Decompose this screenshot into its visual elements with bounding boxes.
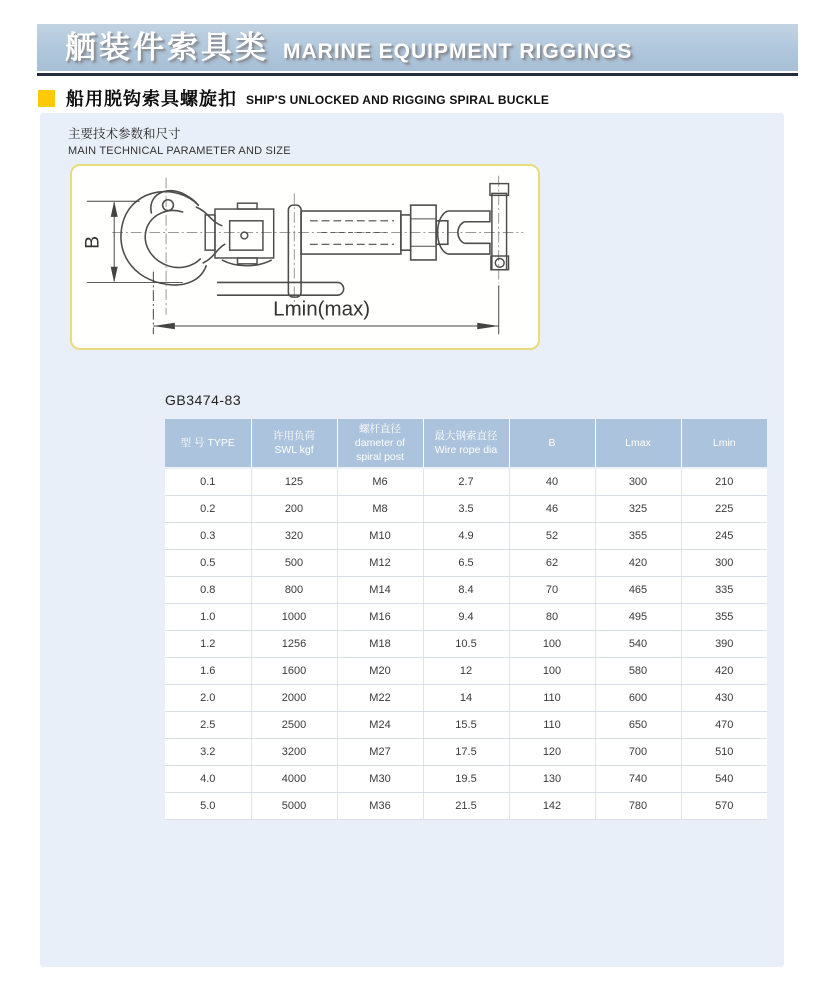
table-cell: 6.5 [423,549,509,576]
table-cell: 470 [681,711,767,738]
table-cell: 21.5 [423,792,509,819]
table-cell: M36 [337,792,423,819]
table-cell: 0.5 [165,549,251,576]
dimension-b [82,201,183,282]
dimension-lmin [153,272,498,335]
table-cell: M12 [337,549,423,576]
column-header-type: 型 号 TYPE [165,419,251,468]
table-cell: 142 [509,792,595,819]
latch-bar [217,282,344,295]
table-cell: 2500 [251,711,337,738]
table-cell: M24 [337,711,423,738]
banner-title-zh: 舾装件索具类 [65,30,269,65]
table-cell: 1.0 [165,603,251,630]
table-cell: 80 [509,603,595,630]
column-header-spiral-post: 螺杆直径 dameter of spiral post [337,419,423,468]
hook-outline [121,191,225,285]
table-row [165,576,767,603]
technical-drawing [72,166,538,348]
table-cell: 335 [681,576,767,603]
table-cell: M18 [337,630,423,657]
table-cell: M8 [337,495,423,522]
drawing-box [70,164,540,350]
table-header-row [165,419,767,468]
table-cell: 430 [681,684,767,711]
table-row [165,657,767,684]
table-cell: 19.5 [423,765,509,792]
table-cell: M22 [337,684,423,711]
table-cell: 740 [595,765,681,792]
table-cell: 130 [509,765,595,792]
table-cell: M14 [337,576,423,603]
table-cell: 500 [251,549,337,576]
table-cell: 1.6 [165,657,251,684]
table-body [165,468,767,819]
banner-title-en: MARINE EQUIPMENT RIGGINGS [283,40,633,63]
table-cell: 10.5 [423,630,509,657]
table-cell: 3200 [251,738,337,765]
table-cell: 2.5 [165,711,251,738]
table-cell: M6 [337,468,423,495]
table-row [165,495,767,522]
column-header-lmin: Lmin [681,419,767,468]
table-cell: 0.1 [165,468,251,495]
table-cell: 420 [595,549,681,576]
table-cell: 580 [595,657,681,684]
table-cell: 570 [681,792,767,819]
table-cell: 46 [509,495,595,522]
table-cell: 15.5 [423,711,509,738]
table-cell: M30 [337,765,423,792]
table-row [165,738,767,765]
table-cell: 52 [509,522,595,549]
table-cell: 390 [681,630,767,657]
table-cell: 4000 [251,765,337,792]
table-cell: 210 [681,468,767,495]
table-cell: 540 [595,630,681,657]
subtitle-zh: 船用脱钩索具螺旋扣 [66,89,237,109]
release-mechanism [205,203,273,266]
subtitle-en: SHIP'S UNLOCKED AND RIGGING SPIRAL BUCKLE [246,92,550,107]
clevis-jaw [436,211,490,254]
table-cell: 540 [681,765,767,792]
table-row [165,522,767,549]
table-cell: 2000 [251,684,337,711]
table-cell: 4.0 [165,765,251,792]
table-cell: 1000 [251,603,337,630]
table-row [165,792,767,819]
banner-divider [37,73,798,76]
table-cell: 355 [681,603,767,630]
table-cell: M27 [337,738,423,765]
table-cell: 0.2 [165,495,251,522]
table-cell: 62 [509,549,595,576]
table-cell: 110 [509,684,595,711]
table-cell: 5.0 [165,792,251,819]
table-cell: 800 [251,576,337,603]
table-cell: 420 [681,657,767,684]
table-row [165,684,767,711]
yellow-bullet-icon [38,90,55,107]
table-cell: 325 [595,495,681,522]
table-cell: 14 [423,684,509,711]
table-cell: 17.5 [423,738,509,765]
table-cell: 3.2 [165,738,251,765]
pin-plate [490,184,509,270]
table-cell: 355 [595,522,681,549]
table-cell: 70 [509,576,595,603]
table-cell: 2.7 [423,468,509,495]
centerlines [112,176,523,315]
table-row [165,630,767,657]
page-banner [37,24,798,71]
standard-label: GB3474-83 [165,392,242,408]
table-cell: 0.8 [165,576,251,603]
table-cell: 510 [681,738,767,765]
table-cell: 12 [423,657,509,684]
dimension-lmin-label: Lmin(max) [273,297,371,321]
table-cell: 495 [595,603,681,630]
table-cell: 700 [595,738,681,765]
table-cell: 780 [595,792,681,819]
column-header-lmax: Lmax [595,419,681,468]
table-row [165,468,767,495]
table-cell: 40 [509,468,595,495]
table-cell: 300 [681,549,767,576]
column-header-b: B [509,419,595,468]
table-cell: 100 [509,657,595,684]
product-subtitle [38,85,778,111]
table-cell: 4.9 [423,522,509,549]
table-cell: 9.4 [423,603,509,630]
table-cell: 200 [251,495,337,522]
table-row [165,711,767,738]
table-cell: 1256 [251,630,337,657]
table-cell: 465 [595,576,681,603]
table-cell: 0.3 [165,522,251,549]
table-cell: 600 [595,684,681,711]
section-title-en: MAIN TECHNICAL PARAMETER AND SIZE [68,145,291,157]
table-cell: M20 [337,657,423,684]
table-cell: M10 [337,522,423,549]
table-row [165,603,767,630]
table-cell: 125 [251,468,337,495]
table-cell: 320 [251,522,337,549]
parameters-table [165,419,767,820]
table-cell: 2.0 [165,684,251,711]
table-cell: M16 [337,603,423,630]
column-header-wire-rope: 最大钢索直径 Wire rope dia [423,419,509,468]
table-cell: 120 [509,738,595,765]
table-cell: 100 [509,630,595,657]
table-cell: 245 [681,522,767,549]
table-cell: 1.2 [165,630,251,657]
table-cell: 650 [595,711,681,738]
dimension-b-label: B [81,235,104,249]
table-cell: 110 [509,711,595,738]
table-cell: 300 [595,468,681,495]
table-cell: 3.5 [423,495,509,522]
section-title-zh: 主要技术参数和尺寸 [68,127,181,141]
section-title [68,124,291,157]
table-cell: 225 [681,495,767,522]
table-cell: 1600 [251,657,337,684]
column-header-swl: 许用负荷 SWL kgf [251,419,337,468]
table-row [165,549,767,576]
turnbuckle-body [288,205,436,297]
table-cell: 5000 [251,792,337,819]
table-row [165,765,767,792]
table-cell: 8.4 [423,576,509,603]
